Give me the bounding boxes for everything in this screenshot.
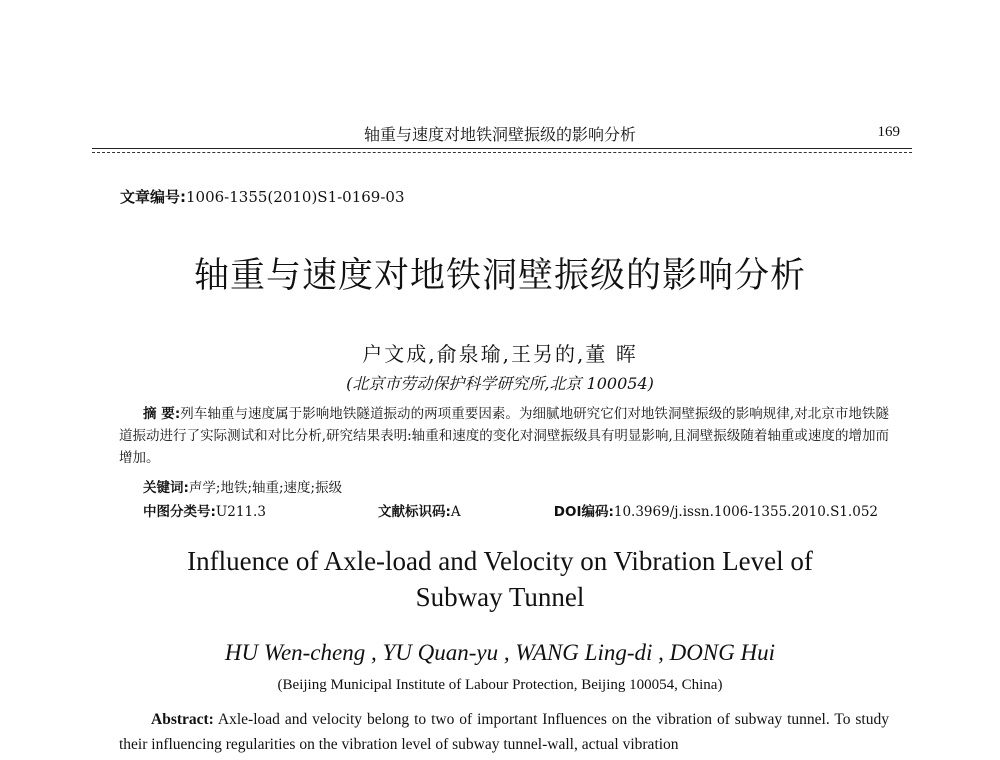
header-rule (92, 148, 912, 149)
title-en-line1: Influence of Axle-load and Velocity on Vibration Level of (187, 546, 813, 576)
page-number: 169 (877, 124, 900, 140)
abstract-cn-text: 列车轴重与速度属于影响地铁隧道振动的两项重要因素。为细腻地研究它们对地铁洞壁振级的影响规律,对北京市地铁隧道振动进行了实际测试和对比分析,研究结果表明:轴重和速度的变化对洞壁振级具有明显影响,且洞壁振级随着轴重或速度的增加而增加。 (119, 406, 889, 466)
doi-label: DOI编码: (553, 504, 614, 520)
article-number-value: 1006-1355(2010)S1-0169-03 (186, 188, 405, 206)
article-number (120, 186, 405, 207)
abstract-cn-label: 摘 要: (143, 406, 181, 422)
keywords-cn (143, 476, 342, 496)
document-code-label: 文献标识码: (378, 504, 451, 520)
authors-en: HU Wen-cheng , YU Quan-yu , WANG Ling-di , DONG Hui (224, 640, 776, 665)
authors-cn: 户文成,俞泉瑜,王另的,董 晖 (362, 342, 638, 366)
classification-value: U211.3 (215, 504, 266, 520)
title-en-line2: Subway Tunnel (415, 582, 585, 612)
header-rule-dashed (92, 152, 912, 153)
abstract-cn (119, 403, 889, 469)
abstract-en-label: Abstract: (151, 711, 214, 728)
classification-label: 中图分类号: (143, 504, 216, 520)
classification-number (143, 500, 266, 520)
doi (554, 500, 878, 520)
running-title: 轴重与速度对地铁洞壁振级的影响分析 (363, 125, 636, 144)
document-code (378, 500, 461, 520)
document-code-value: A (450, 504, 461, 520)
keywords-cn-label: 关键词: (143, 480, 189, 496)
keywords-cn-value: 声学;地铁;轴重;速度;振级 (188, 480, 343, 496)
affiliation-en: (Beijing Municipal Institute of Labour Protection, Beijing 100054, China) (277, 677, 723, 693)
abstract-en (119, 707, 889, 757)
page-title-en (0, 543, 1000, 615)
page-title-cn: 轴重与速度对地铁洞壁振级的影响分析 (193, 256, 806, 296)
article-number-label: 文章编号: (120, 188, 186, 206)
affiliation-cn: (北京市劳动保护科学研究所,北京 100054) (346, 374, 654, 393)
abstract-en-text: Axle-load and velocity belong to two of important Influences on the vibration of subway tunnel. To study their influencing regularities on the vibration level of subway tunnel-wall, actual vibration (119, 711, 889, 753)
doi-value: 10.3969/j.issn.1006-1355.2010.S1.052 (613, 504, 878, 520)
